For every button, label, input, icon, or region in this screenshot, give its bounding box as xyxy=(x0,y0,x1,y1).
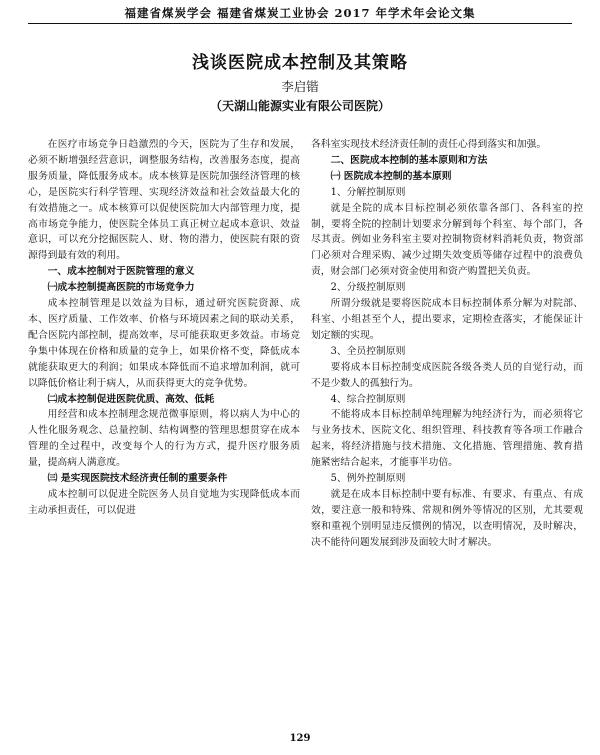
principle-heading: 5、例外控制原则 xyxy=(330,473,406,485)
subsection-heading: ㈢ 是实现医院技术经济责任制的重要条件 xyxy=(47,473,228,485)
subsection-heading: ㈠ 医院成本控制的基本原则 xyxy=(330,170,452,182)
section-heading: 一、成本控制对于医院管理的意义 xyxy=(47,266,195,278)
left-column xyxy=(28,137,300,519)
body-paragraph: 用经营和成本控制理念规范微事原则，将以病人为中心的人性化服务观念、总量控制、结构调整的管理思想贯穿在成本管理的全过程中，改变每个人的行为方式，提升医疗服务质量，提高病人满意度。 xyxy=(28,409,300,469)
principle-heading: 3、全员控制原则 xyxy=(330,345,406,357)
body-paragraph: 成本控制管理是以效益为目标，通过研究医院资源、成本、医疗质量、工作效率、价格与环境因素之间的联动关系，配合医院内部控制，提高效率，尽可能获取更多效益。市场竞争集中体现在价格和质量的竞争上，如果价格不变，降低成本就能获取更大的利润；如果成本降低而不追求增加利润，就可以降低价格让利于病人，从而获得更大的竞争优势。 xyxy=(28,298,300,389)
section-heading: 二、医院成本控制的基本原则和方法 xyxy=(330,154,488,166)
principle-heading: 1、分解控制原则 xyxy=(330,186,406,198)
running-header: 福建省煤炭学会 福建省煤炭工业协会 2017 年学术年会论文集 xyxy=(124,6,476,20)
right-column xyxy=(311,137,583,551)
intro-paragraph: 在医疗市场竞争日趋激烈的今天，医院为了生存和发展，必须不断增强经营意识，调整服务结构，改善服务态度，提高服务质量，降低服务成本。成本核算是医院加强经济管理的核心，是医院实行科学管理、实现经济效益和社会效益最大化的有效措施之一。成本核算可以促使医院加大内部管理力度，提高市场竞争能力，使医院全体员工真正树立起成本意识、效益意识，可以充分挖掘医院人、财、物的潜力，使医院有限的资源得到最有效的利用。 xyxy=(28,139,300,262)
article-affiliation: （天湖山能源实业有限公司医院） xyxy=(209,99,390,113)
body-paragraph: 要将成本目标控制变成医院各级各类人员的自觉行动，而不是少数人的孤独行为。 xyxy=(311,361,583,389)
article-author: 李启锴 xyxy=(281,79,319,94)
header-rule xyxy=(28,23,572,24)
body-paragraph: 成本控制可以促进全院医务人员自觉地为实现降低成本而主动承担责任，可以促进 xyxy=(28,488,300,516)
principle-heading: 2、分级控制原则 xyxy=(330,282,406,294)
page-number: 129 xyxy=(289,733,311,744)
body-paragraph: 就是全院的成本目标控制必须依靠各部门、各科室的控制，要将全院的控制计划要求分解到每个科室、每个部门，各尽其责。例如业务科室主要对控制物资材料消耗负责，物资部门必须对合理采购、减少过期失效变质等储存过程中的浪费负责，财会部门必须对资金使用和资产购置把关负责。 xyxy=(311,202,583,278)
body-paragraph: 所谓分级就是要将医院成本目标控制体系分解为对院部、科室、小组甚至个人，提出要求，定期检查落实，才能保证计划定额的实现。 xyxy=(311,298,583,341)
subsection-heading: ㈡成本控制促进医院优质、高效、低耗 xyxy=(47,393,215,405)
body-paragraph: 不能将成本目标控制单纯理解为纯经济行为，而必须将它与业务技术、医院文化、组织管理、科技教育等各项工作融合起来，将经济措施与技术措施、文化措施、管理措施、教育措施紧密结合起来，才能事半功倍。 xyxy=(311,409,583,469)
subsection-heading: ㈠成本控制提高医院的市场竞争力 xyxy=(47,282,195,294)
body-paragraph: 就是在成本目标控制中要有标准、有要求、有重点、有成效，要注意一般和特殊、常规和例外等情况的区别，尤其要观察和重视个别明显违反惯例的情况，以查明情况，及时解决，决不能待问题发展到涉及面较大时才解决。 xyxy=(311,488,583,548)
carryover-paragraph: 各科室实现技术经济责任制的责任心得到落实和加强。 xyxy=(311,139,547,150)
principle-heading: 4、综合控制原则 xyxy=(330,393,406,405)
article-title: 浅谈医院成本控制及其策略 xyxy=(192,53,408,73)
